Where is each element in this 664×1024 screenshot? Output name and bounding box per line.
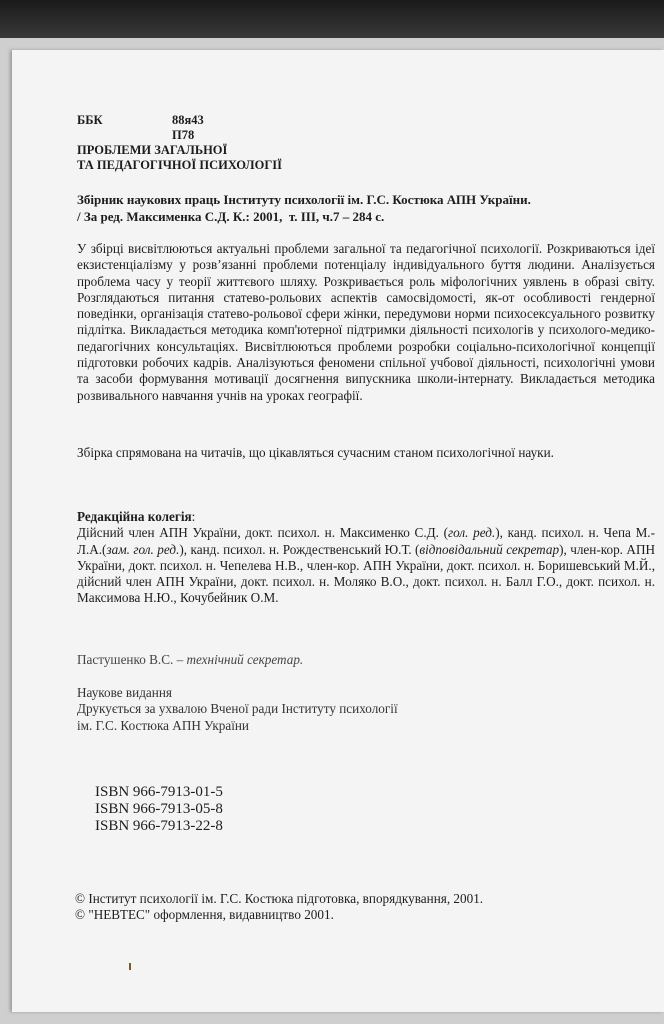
bbk-label: ББК bbox=[77, 113, 103, 127]
board-text: ), член-кор. АПН України, докт. психол. н. Чепелева Н.В., член-кор. АПН України, докт. психол. н. Боришевський М.Й., дійсний член АПН України, докт. психол. н. Моляко В.О., докт. психол. н. Балл Г.О., докт. психол. н. Максимова Н.Ю., Кочубейник О.М. bbox=[77, 541, 655, 606]
bbk-code: 88я43 bbox=[172, 113, 204, 127]
board-role: гол. ред. bbox=[448, 525, 496, 541]
title-line-2: ТА ПЕДАГОГІЧНОЇ ПСИХОЛОГІЇ bbox=[77, 158, 283, 172]
copyright-block bbox=[75, 891, 653, 924]
board-text: ), канд. психол. н. Рождественський Ю.Т. ( bbox=[179, 541, 420, 557]
bbk-row bbox=[77, 113, 655, 128]
board-text: Дійсний член АПН України, докт. психол. н. Максименко С.Д. ( bbox=[77, 525, 449, 541]
board-role: відповідальний секретар bbox=[419, 541, 560, 557]
isbn-item: ISBN 966-7913-01-5 bbox=[95, 784, 223, 800]
isbn-item: ISBN 966-7913-05-8 bbox=[95, 801, 223, 817]
copyright-line: © "НЕВТЕС" оформлення, видавництво 2001. bbox=[75, 907, 334, 923]
approval-line-1: Друкується за ухвалою Вченої ради Інституту психології bbox=[77, 701, 398, 717]
citation-line-1: Збірник наукових праць Інституту психології ім. Г.С. Костюка АПН України. bbox=[77, 192, 531, 207]
technical-secretary bbox=[77, 652, 655, 668]
scan-speck bbox=[129, 963, 131, 970]
editorial-board-members bbox=[77, 525, 655, 606]
editorial-board: Редакційна колегія: Дійсний член АПН України, докт. психол. н. Максименко С.Д. (гол. ред.), канд. психол. н. Чепа М.-Л.А.(зам. гол. ред.), канд. психол. н. Рождественський Ю.Т. (відповідальний секретар), член-кор. АПН України, докт. психол. н. Чепелева Н.В., член-кор. АПН України, докт. психол. н. Боришевський М.Й., дійсний член АПН України, докт. психол. н. Моляко В.О., докт. психол. н. Балл Г.О., докт. психол. н. Максимова Н.Ю., Кочубейник О.М. bbox=[77, 509, 655, 606]
tech-secretary-role: технічний секретар. bbox=[186, 652, 304, 667]
isbn-item: ISBN 966-7913-22-8 bbox=[95, 818, 223, 834]
board-role: зам. гол. ред. bbox=[106, 541, 180, 557]
isbn-list bbox=[95, 784, 664, 835]
publication-info bbox=[77, 685, 655, 734]
board-text: ), канд. психол. н. Чепа М.-Л.А.( bbox=[77, 525, 655, 557]
author-mark: П78 bbox=[172, 128, 195, 142]
title-line-1: ПРОБЛЕМИ ЗАГАЛЬНОЇ bbox=[77, 143, 228, 157]
tech-secretary-name: Пастушенко В.С. – bbox=[77, 652, 187, 667]
citation-line-2: / За ред. Максименка С.Д. К.: 2001, т. ІІІ, ч.7 – 284 с. bbox=[77, 209, 385, 224]
abstract-paragraph: У збірці висвітлюються актуальні проблеми загальної та педагогічної психології. Розкриваються ідеї екзистенціалізму у розв’язанні проблеми потенціалу індивідуального буття людини. Аналізується проблема часу у теорії життєвого шляху. Розкривається роль міфологічних уявлень в образі світу. Розглядаються питання статево-рольових аспектів самосвідомості, як-от особливості гендерної поведінки, організація статево-рольової сфери жінки, передумови норми психосексуального розвитку підлітка. Викладається методика комп'ютерної підтримки діяльності психологів у психолого-медико-педагогічних консультаціях. Висвітлюються проблеми розробки соціально-психологічної концепції підготовки робочих кадрів. Аналізуються феномени спільної учбової діяльності, психологічні умови та засоби формування мотивації досягнення випускника школи-інтернату. Викладається методика розвивального навчання учнів на уроках географії. bbox=[77, 241, 655, 403]
scan-top-edge bbox=[0, 0, 664, 40]
audience-paragraph: Збірка спрямована на читачів, що цікавляться сучасним станом психологічної науки. bbox=[77, 445, 554, 460]
copyright-line: © Інститут психології ім. Г.С. Костюка підготовка, впорядкування, 2001. bbox=[75, 891, 484, 906]
editorial-board-heading: Редакційна колегія bbox=[77, 509, 192, 524]
publication-type: Наукове видання bbox=[77, 685, 172, 700]
approval-line-2: ім. Г.С. Костюка АПН України bbox=[77, 717, 249, 733]
